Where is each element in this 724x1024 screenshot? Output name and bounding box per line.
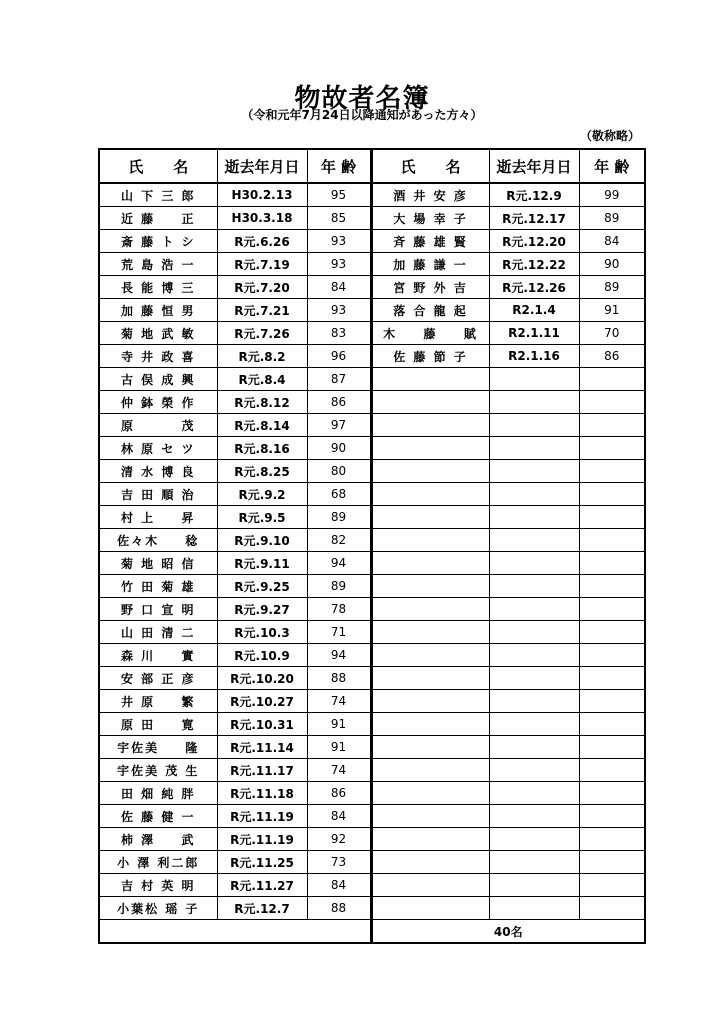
death-date: R元.9.10 <box>217 529 307 552</box>
age-at-death: 84 <box>307 874 371 897</box>
death-date: R元.9.25 <box>217 575 307 598</box>
table-row <box>99 805 645 828</box>
deceased-name <box>371 644 489 667</box>
death-date <box>489 552 579 575</box>
death-date <box>489 598 579 621</box>
deceased-name: 田 畑 純 胖 <box>99 782 217 805</box>
age-at-death <box>579 506 645 529</box>
death-date: R元.11.14 <box>217 736 307 759</box>
table-row <box>99 529 645 552</box>
death-date <box>489 644 579 667</box>
age-at-death <box>579 414 645 437</box>
page-subtitle: （令和元年7月24日以降通知があった方々） <box>241 108 483 122</box>
honorific-note: （敬称略） <box>579 129 640 143</box>
table-row <box>99 460 645 483</box>
deceased-name <box>371 621 489 644</box>
age-at-death <box>579 874 645 897</box>
table-row <box>99 897 645 920</box>
deceased-name: 吉 田 順 治 <box>99 483 217 506</box>
total-blank-cell <box>99 920 371 944</box>
death-date: R元.12.17 <box>489 207 579 230</box>
death-date: R元.7.21 <box>217 299 307 322</box>
age-at-death: 97 <box>307 414 371 437</box>
age-at-death: 74 <box>307 759 371 782</box>
age-at-death <box>579 644 645 667</box>
death-date: R元.11.19 <box>217 805 307 828</box>
death-date: R2.1.16 <box>489 345 579 368</box>
table-row <box>99 690 645 713</box>
age-at-death <box>579 598 645 621</box>
age-at-death <box>579 621 645 644</box>
deceased-name <box>371 667 489 690</box>
age-at-death: 86 <box>307 782 371 805</box>
table-row <box>99 207 645 230</box>
age-at-death: 93 <box>307 230 371 253</box>
age-at-death: 88 <box>307 897 371 920</box>
death-date <box>489 851 579 874</box>
age-at-death: 82 <box>307 529 371 552</box>
page-title: 物故者名簿 <box>294 84 430 114</box>
header-name-right: 氏 名 <box>371 149 489 183</box>
table-row <box>99 667 645 690</box>
age-at-death <box>579 690 645 713</box>
obituary-table <box>98 148 646 944</box>
age-at-death: 80 <box>307 460 371 483</box>
death-date: R元.11.27 <box>217 874 307 897</box>
deceased-name <box>371 368 489 391</box>
death-date: R元.10.9 <box>217 644 307 667</box>
deceased-name: 落 合 龍 起 <box>371 299 489 322</box>
death-date: R元.10.27 <box>217 690 307 713</box>
table-row <box>99 575 645 598</box>
deceased-name: 原 田 寛 <box>99 713 217 736</box>
deceased-name: 古 俣 成 興 <box>99 368 217 391</box>
deceased-name: 菊 地 昭 信 <box>99 552 217 575</box>
age-at-death: 78 <box>307 598 371 621</box>
death-date: R元.11.19 <box>217 828 307 851</box>
deceased-name: 菊 地 武 敏 <box>99 322 217 345</box>
age-at-death: 92 <box>307 828 371 851</box>
deceased-name: 柿 澤 武 <box>99 828 217 851</box>
deceased-name <box>371 736 489 759</box>
header-age-right: 年 齢 <box>579 149 645 183</box>
age-at-death <box>579 575 645 598</box>
death-date <box>489 897 579 920</box>
deceased-name <box>371 598 489 621</box>
age-at-death <box>579 529 645 552</box>
age-at-death <box>579 391 645 414</box>
death-date: R元.7.19 <box>217 253 307 276</box>
age-at-death: 96 <box>307 345 371 368</box>
death-date <box>489 759 579 782</box>
deceased-name <box>371 506 489 529</box>
deceased-name: 加 藤 恒 男 <box>99 299 217 322</box>
age-at-death: 84 <box>307 276 371 299</box>
age-at-death: 90 <box>579 253 645 276</box>
death-date: R元.8.14 <box>217 414 307 437</box>
table-row <box>99 183 645 207</box>
death-date: R元.12.26 <box>489 276 579 299</box>
deceased-name <box>371 575 489 598</box>
table-row <box>99 828 645 851</box>
deceased-name: 吉 村 英 明 <box>99 874 217 897</box>
deceased-name <box>371 483 489 506</box>
header-name-left: 氏 名 <box>99 149 217 183</box>
age-at-death <box>579 552 645 575</box>
age-at-death: 70 <box>579 322 645 345</box>
death-date <box>489 713 579 736</box>
table-row <box>99 759 645 782</box>
death-date: R元.12.9 <box>489 183 579 207</box>
age-at-death <box>579 851 645 874</box>
death-date <box>489 690 579 713</box>
deceased-name: 寺 井 政 喜 <box>99 345 217 368</box>
age-at-death: 89 <box>307 506 371 529</box>
deceased-name <box>371 690 489 713</box>
death-date <box>489 667 579 690</box>
death-date: R元.12.7 <box>217 897 307 920</box>
deceased-name <box>371 552 489 575</box>
age-at-death: 95 <box>307 183 371 207</box>
age-at-death <box>579 782 645 805</box>
deceased-name: 宇佐美 隆 <box>99 736 217 759</box>
death-date: R元.7.20 <box>217 276 307 299</box>
age-at-death <box>579 805 645 828</box>
roster-body <box>99 183 645 943</box>
death-date: R元.11.25 <box>217 851 307 874</box>
table-row <box>99 299 645 322</box>
age-at-death <box>579 437 645 460</box>
deceased-name <box>371 828 489 851</box>
total-row <box>99 920 645 944</box>
total-count: 40名 <box>371 920 645 944</box>
age-at-death: 88 <box>307 667 371 690</box>
death-date: H30.3.18 <box>217 207 307 230</box>
age-at-death: 89 <box>579 207 645 230</box>
deceased-name: 村 上 昇 <box>99 506 217 529</box>
death-date <box>489 575 579 598</box>
death-date: R元.11.17 <box>217 759 307 782</box>
death-date: R元.6.26 <box>217 230 307 253</box>
age-at-death <box>579 368 645 391</box>
table-row <box>99 552 645 575</box>
death-date <box>489 368 579 391</box>
death-date <box>489 874 579 897</box>
deceased-name: 山 下 三 郎 <box>99 183 217 207</box>
table-row <box>99 276 645 299</box>
deceased-name: 酒 井 安 彦 <box>371 183 489 207</box>
age-at-death: 90 <box>307 437 371 460</box>
age-at-death: 68 <box>307 483 371 506</box>
deceased-name <box>371 437 489 460</box>
deceased-name: 佐々木 稔 <box>99 529 217 552</box>
death-date: R元.9.27 <box>217 598 307 621</box>
age-at-death: 84 <box>307 805 371 828</box>
death-date <box>489 736 579 759</box>
age-at-death: 83 <box>307 322 371 345</box>
age-at-death: 93 <box>307 253 371 276</box>
table-row <box>99 782 645 805</box>
death-date: R元.10.20 <box>217 667 307 690</box>
death-date: R2.1.11 <box>489 322 579 345</box>
age-at-death: 94 <box>307 644 371 667</box>
age-at-death <box>579 897 645 920</box>
age-at-death: 91 <box>307 736 371 759</box>
deceased-name: 宮 野 外 吉 <box>371 276 489 299</box>
age-at-death <box>579 713 645 736</box>
death-date: R元.8.16 <box>217 437 307 460</box>
table-row <box>99 322 645 345</box>
deceased-name <box>371 713 489 736</box>
death-date <box>489 483 579 506</box>
death-date <box>489 782 579 805</box>
death-date: R元.8.12 <box>217 391 307 414</box>
death-date: H30.2.13 <box>217 183 307 207</box>
header-date-left: 逝去年月日 <box>217 149 307 183</box>
age-at-death <box>579 828 645 851</box>
table-row <box>99 506 645 529</box>
death-date <box>489 828 579 851</box>
death-date <box>489 391 579 414</box>
death-date <box>489 460 579 483</box>
table-row <box>99 483 645 506</box>
table-row <box>99 230 645 253</box>
table-row <box>99 851 645 874</box>
deceased-name: 森 川 實 <box>99 644 217 667</box>
header-age-left: 年 齢 <box>307 149 371 183</box>
age-at-death: 86 <box>579 345 645 368</box>
death-date: R元.10.31 <box>217 713 307 736</box>
table-row <box>99 598 645 621</box>
table-row <box>99 621 645 644</box>
deceased-name <box>371 805 489 828</box>
deceased-name: 佐 藤 健 一 <box>99 805 217 828</box>
death-date <box>489 506 579 529</box>
death-date: R2.1.4 <box>489 299 579 322</box>
deceased-name: 安 部 正 彦 <box>99 667 217 690</box>
death-date <box>489 805 579 828</box>
table-row <box>99 644 645 667</box>
deceased-name: 竹 田 菊 雄 <box>99 575 217 598</box>
death-date: R元.9.2 <box>217 483 307 506</box>
deceased-name <box>371 460 489 483</box>
age-at-death: 71 <box>307 621 371 644</box>
age-at-death: 99 <box>579 183 645 207</box>
deceased-name: 加 藤 謙 一 <box>371 253 489 276</box>
table-row <box>99 253 645 276</box>
age-at-death: 73 <box>307 851 371 874</box>
age-at-death: 89 <box>579 276 645 299</box>
age-at-death <box>579 667 645 690</box>
age-at-death <box>579 460 645 483</box>
death-date <box>489 529 579 552</box>
deceased-name <box>371 529 489 552</box>
deceased-name: 仲 鉢 榮 作 <box>99 391 217 414</box>
table-row <box>99 437 645 460</box>
deceased-name: 小 澤 利二郎 <box>99 851 217 874</box>
age-at-death: 94 <box>307 552 371 575</box>
table-row <box>99 391 645 414</box>
deceased-name <box>371 391 489 414</box>
death-date: R元.8.2 <box>217 345 307 368</box>
death-date: R元.9.5 <box>217 506 307 529</box>
age-at-death: 86 <box>307 391 371 414</box>
deceased-name <box>371 851 489 874</box>
death-date: R元.8.4 <box>217 368 307 391</box>
table-row <box>99 874 645 897</box>
death-date <box>489 414 579 437</box>
death-date: R元.12.22 <box>489 253 579 276</box>
death-date: R元.7.26 <box>217 322 307 345</box>
table-row <box>99 736 645 759</box>
age-at-death: 84 <box>579 230 645 253</box>
deceased-name <box>371 874 489 897</box>
deceased-name <box>371 782 489 805</box>
table-row <box>99 368 645 391</box>
age-at-death: 89 <box>307 575 371 598</box>
deceased-name <box>371 897 489 920</box>
age-at-death <box>579 759 645 782</box>
death-date <box>489 621 579 644</box>
deceased-name: 斎 藤 ト シ <box>99 230 217 253</box>
age-at-death <box>579 483 645 506</box>
deceased-name: 林 原 セ ツ <box>99 437 217 460</box>
deceased-name: 近 藤 正 <box>99 207 217 230</box>
deceased-name: 山 田 清 二 <box>99 621 217 644</box>
age-at-death: 87 <box>307 368 371 391</box>
deceased-name: 清 水 博 良 <box>99 460 217 483</box>
age-at-death: 91 <box>579 299 645 322</box>
age-at-death: 74 <box>307 690 371 713</box>
table-row <box>99 345 645 368</box>
deceased-name: 長 能 博 三 <box>99 276 217 299</box>
deceased-name: 斉 藤 雄 賢 <box>371 230 489 253</box>
death-date: R元.11.18 <box>217 782 307 805</box>
table-row <box>99 414 645 437</box>
death-date <box>489 437 579 460</box>
death-date: R元.8.25 <box>217 460 307 483</box>
deceased-name: 野 口 宣 明 <box>99 598 217 621</box>
header-date-right: 逝去年月日 <box>489 149 579 183</box>
header-row <box>99 149 645 183</box>
age-at-death: 85 <box>307 207 371 230</box>
age-at-death: 91 <box>307 713 371 736</box>
deceased-name: 小葉松 瑶 子 <box>99 897 217 920</box>
death-date: R元.12.20 <box>489 230 579 253</box>
death-date: R元.9.11 <box>217 552 307 575</box>
age-at-death: 93 <box>307 299 371 322</box>
table-row <box>99 713 645 736</box>
age-at-death <box>579 736 645 759</box>
deceased-name: 佐 藤 節 子 <box>371 345 489 368</box>
deceased-name: 宇佐美 茂 生 <box>99 759 217 782</box>
deceased-name: 井 原 繁 <box>99 690 217 713</box>
death-date: R元.10.3 <box>217 621 307 644</box>
deceased-name: 荒 島 浩 一 <box>99 253 217 276</box>
deceased-name <box>371 414 489 437</box>
deceased-name <box>371 759 489 782</box>
deceased-name: 原 茂 <box>99 414 217 437</box>
deceased-name: 木 藤 賦 <box>371 322 489 345</box>
deceased-name: 大 場 幸 子 <box>371 207 489 230</box>
